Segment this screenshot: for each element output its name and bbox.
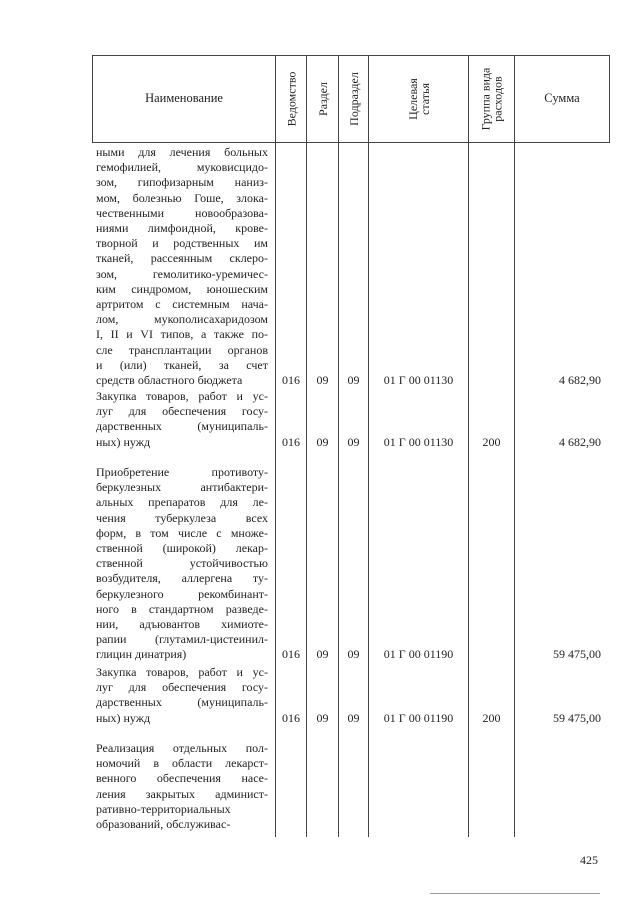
row-name-line: ственной устойчивостью [96,556,268,571]
header-target-line2: статья [417,82,432,115]
row-name-line: ными для лечения больных [96,145,268,159]
cell-subsection: 09 [347,434,360,449]
row-name-line: форм, в том числе с множе- [96,525,268,540]
cell-department: 016 [282,647,300,662]
row-name-line: ных) нужд [96,710,151,725]
cell-target: 01 Г 00 01190 [383,647,454,662]
row-name-line: Закупка товаров, работ и ус- [96,389,268,403]
cell-subsection: 09 [347,647,360,662]
row-name-line: луг для обеспечения госу- [96,680,268,695]
header-sum-text: Сумма [544,91,580,105]
row-name-line: луг для обеспечения госу- [96,404,268,419]
header-group-line1: Группа вида [478,67,493,130]
cell-target: 01 Г 00 01190 [383,710,454,725]
cell-subsection: 09 [347,710,360,725]
cell-department: 016 [282,434,300,449]
row-name-line: венного обеспечения насе- [96,771,268,786]
row-name-line: дарственных (муниципаль- [96,419,268,434]
row-name-line: глицин динатрия) [96,647,187,662]
cell-section: 09 [316,373,329,387]
cell-sum: 4 682,90 [559,434,601,449]
row-name-line: возбудителя, аллергена ту- [96,571,268,586]
header-name-text: Наименование [145,91,223,105]
header-subsection-text: Подраздел [346,71,361,126]
row-name-line: беркулезных антибактери- [96,480,268,495]
header-name [93,55,275,142]
row-name-line: альных препаратов для ле- [96,495,268,510]
cell-section: 09 [316,710,329,725]
header-section-text: Раздел [315,81,330,116]
row-name-line: образований, обслуживас- [96,817,231,831]
row-name-line: беркулезного рекомбинант- [96,586,268,601]
row-name-line: ления закрытых админист- [96,786,268,801]
header-section [307,55,338,142]
row-name-line: ниями лимфоидной, крове- [96,221,268,235]
row-name-line: зом, гемолитико-уремичес- [96,266,268,281]
row-name-line: ративно-территориальных [96,801,231,816]
header-sum [515,55,609,142]
header-department-text: Ведомство [284,71,299,126]
footer-rule [430,893,600,894]
col-border-right [609,55,610,143]
header-target-line1: Целевая [405,77,420,120]
cell-target: 01 Г 00 01130 [383,373,454,387]
header-group-line2: расходов [490,75,505,122]
row-name-line: ных) нужд [96,434,151,449]
row-name-line: дарственных (муниципаль- [96,695,268,710]
header-department [276,55,306,142]
cell-group: 200 [482,434,501,449]
cell-target: 01 Г 00 01130 [383,434,454,449]
row-name-line: гемофилией, муковисцидо- [96,160,268,175]
row-name-line: тканей, рассеянным склеро- [96,251,268,266]
row-name-line: I, II и VI типов, а также по- [96,327,268,342]
row-name-line: ким синдромом, юношеским [96,281,268,296]
cell-section: 09 [316,434,329,449]
row-name-line: номочий в области лекарст- [96,756,268,771]
header-bottom-border [92,142,610,143]
row-name-line: ственной (широкой) лекар- [96,541,268,555]
cell-section: 09 [316,647,329,662]
row-name-line: чественными новообразова- [96,205,268,220]
cell-sum: 59 475,00 [553,647,601,662]
row-name-line: нии, адъювантов химиоте- [96,617,268,631]
page-number: 425 [580,853,598,867]
row-name-line: Реализация отдельных пол- [96,741,268,755]
row-name-line: Закупка товаров, работ и ус- [96,665,268,679]
cell-sum: 4 682,90 [559,373,601,387]
header-target [369,55,468,142]
header-target-text [406,78,430,120]
cell-group: 200 [482,710,501,725]
row-name-line: артритом с системным нача- [96,297,268,311]
cell-subsection: 09 [347,373,360,387]
row-name-line: Приобретение противоту- [96,465,268,479]
header-group [469,55,514,142]
cell-department: 016 [282,710,300,725]
row-name-line: чения туберкулеза всех [96,510,268,525]
row-name-line: сле трансплантации органов [96,342,268,357]
row-name-line: рапии (глутамил-цистеинил- [96,632,268,647]
row-name-line: средств областного бюджета [96,373,243,387]
header-group-text [480,67,504,130]
cell-department: 016 [282,373,300,387]
row-name-line: лом, мукополисахаридозом [96,312,268,327]
row-name-line: мом, болезнью Гоше, злока- [96,190,268,205]
row-name-line: ного в стандартном разведе- [96,601,268,616]
header-subsection [339,55,368,142]
cell-sum: 59 475,00 [553,710,601,725]
row-name-line: и (или) тканей, за счет [96,357,268,372]
row-name-line: творной и родственных им [96,236,268,251]
row-name-line: зом, гипофизарным наниз- [96,175,268,190]
